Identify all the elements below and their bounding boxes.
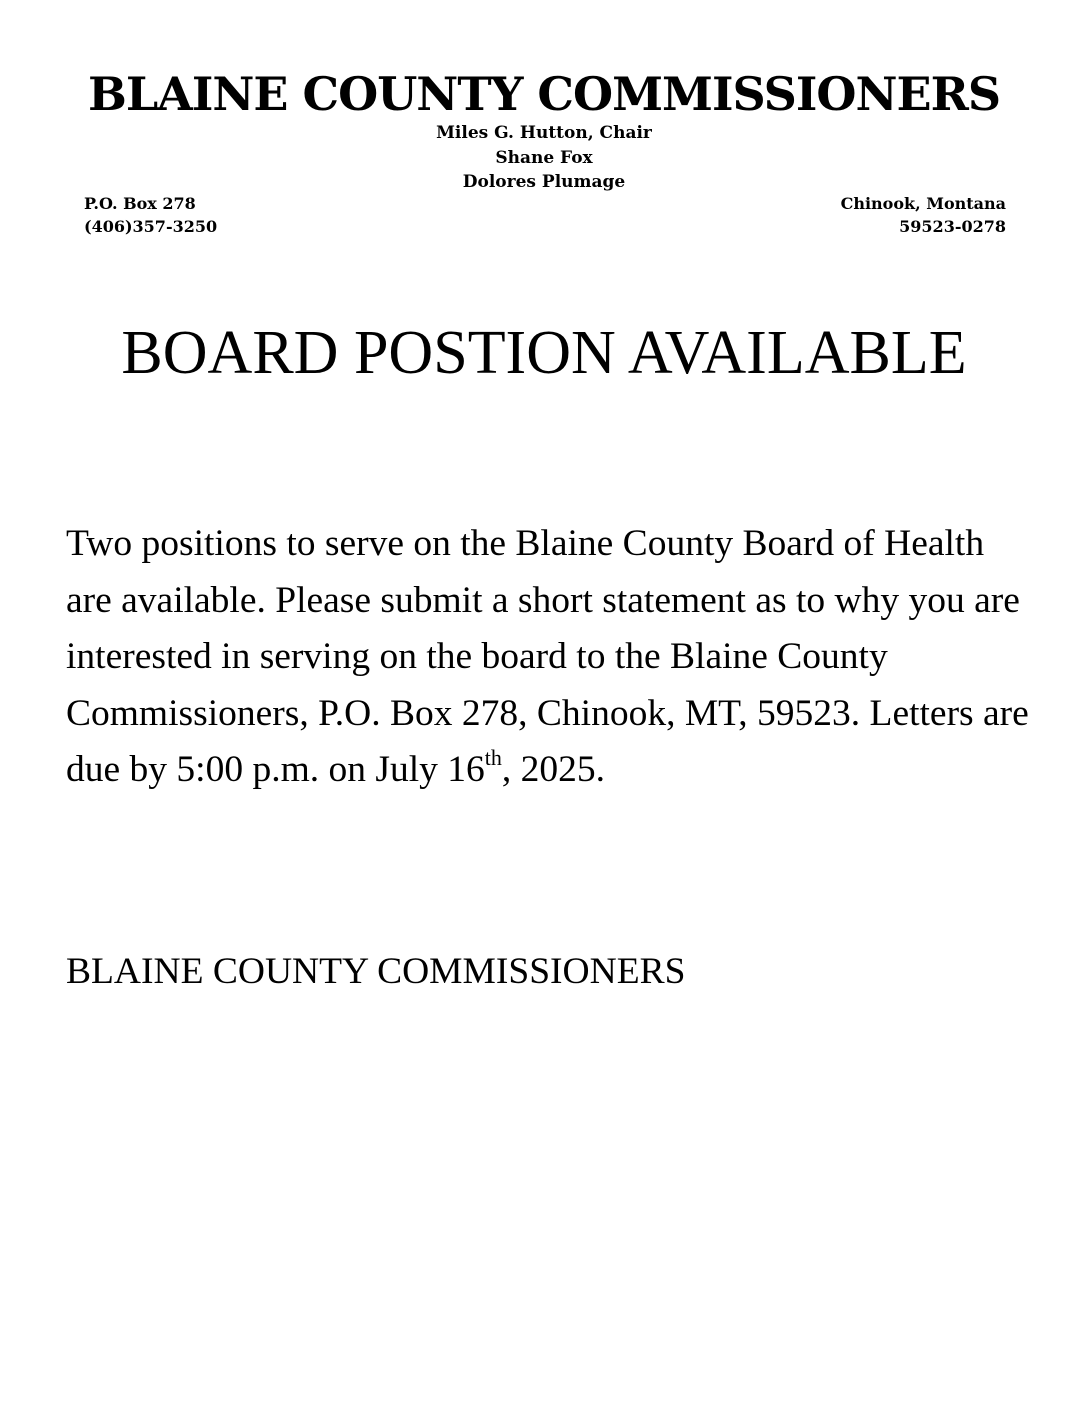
city-address: [841, 192, 1006, 238]
po-box: P.O. Box 278: [84, 194, 196, 213]
commissioner-member: Shane Fox: [495, 147, 593, 168]
commissioner-chair: Miles G. Hutton, Chair: [436, 123, 652, 143]
phone-number: (406)357-3250: [84, 217, 218, 236]
city-state: Chinook, Montana: [840, 194, 1006, 213]
letterhead-title: BLAINE COUNTY COMMISSIONERS: [87, 67, 1001, 121]
commissioner-member: Dolores Plumage: [462, 172, 626, 192]
signature-line: BLAINE COUNTY COMMISSIONERS: [66, 951, 686, 992]
notice-body-text: Two positions to serve on the Blaine County Board of Health are available. Please submit a short statement as to why you are interested in serving on the board to the Blaine County Commissioners, P.O. Box 278, Chinook, MT, 59523. Letters are due by 5:00 p.m. on July 16: [66, 523, 1029, 790]
ordinal-suffix: th: [484, 745, 502, 770]
mailing-address: [84, 192, 217, 238]
commissioner-list: [0, 121, 1088, 195]
notice-body: [66, 516, 1036, 799]
zip-code: 59523-0278: [899, 217, 1006, 236]
notice-heading: BOARD POSTION AVAILABLE: [121, 319, 967, 387]
notice-body-tail: , 2025.: [501, 749, 605, 790]
